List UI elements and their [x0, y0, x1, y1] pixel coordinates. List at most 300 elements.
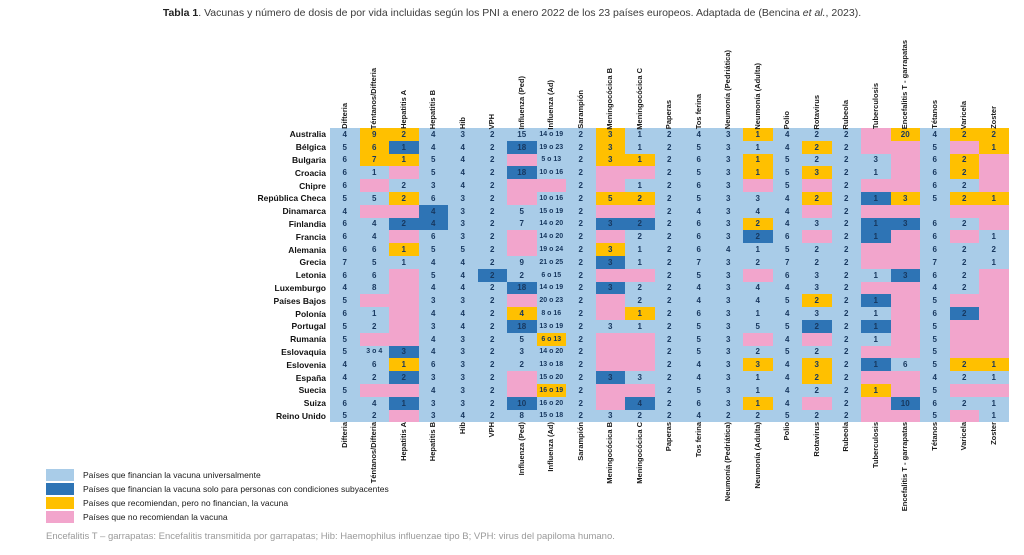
table-cell: 4	[684, 371, 714, 384]
column-header	[507, 422, 537, 475]
table-cell: 2	[655, 141, 685, 154]
legend-swatch-universal	[46, 469, 74, 481]
table-cell: 1	[743, 307, 773, 320]
table-cell	[625, 358, 655, 371]
row-label: Letonia	[295, 270, 326, 281]
table-cell: 3	[419, 179, 449, 192]
table-cell	[950, 320, 980, 333]
table-cell: 2	[566, 218, 596, 231]
column-header	[920, 100, 950, 129]
table-cell	[360, 333, 390, 346]
table-cell: 3	[714, 384, 744, 397]
table-title-etal: et al.	[802, 7, 826, 19]
table-cell	[625, 333, 655, 346]
table-cell	[389, 282, 419, 295]
table-cell	[979, 179, 1009, 192]
table-cell: 4	[920, 371, 950, 384]
table-cell: 2	[832, 256, 862, 269]
legend-item-universal	[46, 468, 389, 481]
table-cell	[389, 294, 419, 307]
table-cell: 4	[330, 358, 360, 371]
column-header	[743, 63, 773, 130]
table-cell	[389, 320, 419, 333]
column-header	[832, 422, 862, 452]
table-cell	[891, 282, 921, 295]
table-cell: 1	[389, 256, 419, 269]
table-cell: 2	[655, 358, 685, 371]
table-cell: 10 o 16	[537, 192, 567, 205]
column-header	[684, 94, 714, 129]
table-cell: 4	[448, 269, 478, 282]
table-cell: 5	[920, 192, 950, 205]
table-cell: 2	[566, 179, 596, 192]
table-cell: 2	[802, 320, 832, 333]
column-header	[478, 114, 508, 129]
table-cell: 3	[448, 384, 478, 397]
table-cell: 2	[566, 141, 596, 154]
table-cell	[389, 307, 419, 320]
table-cell: 2	[566, 358, 596, 371]
table-cell: 2	[802, 346, 832, 359]
table-cell: 1	[360, 166, 390, 179]
table-cell: 15 o 19	[537, 205, 567, 218]
column-header	[773, 111, 803, 129]
table-cell: 3	[596, 256, 626, 269]
column-header-label: Sarampión	[575, 422, 585, 462]
table-cell: 4	[360, 218, 390, 231]
table-cell: 2	[832, 179, 862, 192]
table-cell: 5	[920, 410, 950, 423]
table-cell: 2	[478, 179, 508, 192]
table-cell: 4	[743, 282, 773, 295]
table-cell: 5	[330, 384, 360, 397]
row-label: Croacia	[294, 167, 326, 178]
table-cell: 2	[478, 307, 508, 320]
table-cell	[950, 294, 980, 307]
table-cell: 5	[773, 154, 803, 167]
legend-item-conditions	[46, 482, 389, 495]
table-cell: 3	[714, 358, 744, 371]
table-cell: 3	[448, 294, 478, 307]
table-cell	[979, 154, 1009, 167]
table-cell	[861, 397, 891, 410]
table-cell	[389, 384, 419, 397]
table-cell: 2	[655, 346, 685, 359]
column-header	[832, 100, 862, 130]
table-cell: 1	[625, 256, 655, 269]
column-header-label: Polio	[782, 110, 792, 130]
table-cell	[537, 179, 567, 192]
table-cell: 1	[625, 128, 655, 141]
table-cell: 3	[802, 218, 832, 231]
table-cell: 2	[802, 128, 832, 141]
table-cell: 2	[625, 218, 655, 231]
table-cell: 2	[832, 218, 862, 231]
table-cell: 5 o 13	[537, 154, 567, 167]
table-cell: 4	[419, 384, 449, 397]
table-cell: 4	[773, 282, 803, 295]
table-cell: 6	[920, 179, 950, 192]
table-cell	[507, 294, 537, 307]
table-cell: 4	[419, 346, 449, 359]
table-cell	[861, 256, 891, 269]
column-header-label: Influenza (Ped)	[516, 75, 526, 130]
table-cell: 5	[920, 141, 950, 154]
table-cell: 6	[891, 358, 921, 371]
table-cell	[920, 205, 950, 218]
bottom-column-headers	[330, 422, 1009, 518]
table-cell: 1	[625, 154, 655, 167]
column-header	[861, 422, 891, 468]
table-cell: 1	[389, 141, 419, 154]
table-cell: 2	[655, 243, 685, 256]
table-cell: 5	[920, 320, 950, 333]
column-header-label: Neumonía (Pedriática)	[723, 422, 733, 502]
table-cell: 5	[743, 320, 773, 333]
column-header-label: VPH	[487, 422, 497, 438]
table-cell	[802, 179, 832, 192]
table-cell: 1	[625, 243, 655, 256]
column-header-label: Polio	[782, 422, 792, 441]
table-cell: 3	[714, 282, 744, 295]
table-cell: 4	[448, 166, 478, 179]
table-cell: 4	[507, 307, 537, 320]
column-header-label: Difteria	[339, 103, 349, 130]
column-header-label: Meningocócica B	[605, 422, 615, 485]
table-cell: 2	[832, 307, 862, 320]
table-cell	[596, 230, 626, 243]
table-title-number: Tabla 1	[162, 7, 199, 19]
row-label: Francia	[295, 231, 326, 242]
column-header-label: Neumonía (Adulta)	[752, 422, 762, 489]
row-label: Rumanía	[290, 334, 326, 345]
table-cell: 2	[566, 320, 596, 333]
table-cell: 6	[330, 230, 360, 243]
column-header	[596, 68, 626, 130]
row-label: Eslovenia	[286, 359, 326, 370]
table-cell: 2	[950, 358, 980, 371]
table-cell: 2	[655, 154, 685, 167]
table-cell: 4	[773, 141, 803, 154]
table-cell: 1	[861, 294, 891, 307]
table-cell: 18	[507, 282, 537, 295]
table-cell: 2	[478, 282, 508, 295]
table-cell: 2	[566, 333, 596, 346]
table-cell: 5	[684, 333, 714, 346]
table-cell: 3	[625, 371, 655, 384]
table-cell: 4	[330, 371, 360, 384]
column-header	[950, 422, 980, 450]
table-cell: 3	[419, 320, 449, 333]
table-cell: 3	[596, 410, 626, 423]
table-cell: 6	[330, 179, 360, 192]
table-cell: 2	[566, 294, 596, 307]
table-cell	[389, 166, 419, 179]
table-cell: 2	[655, 218, 685, 231]
table-cell: 2	[655, 256, 685, 269]
table-cell	[891, 346, 921, 359]
table-cell	[389, 205, 419, 218]
table-cell: 4	[330, 282, 360, 295]
row-label: Grecia	[299, 257, 326, 268]
table-cell: 4	[773, 384, 803, 397]
table-cell: 2	[655, 269, 685, 282]
row-label: Chipre	[299, 180, 326, 191]
table-cell: 2	[478, 333, 508, 346]
table-cell: 3	[802, 307, 832, 320]
table-cell: 4	[419, 307, 449, 320]
column-header-label: Meningocócica C	[634, 67, 644, 130]
table-cell	[861, 410, 891, 423]
row-label: España	[295, 372, 326, 383]
table-cell	[891, 205, 921, 218]
table-cell: 2	[832, 397, 862, 410]
table-cell: 2	[566, 346, 596, 359]
table-cell: 6	[920, 154, 950, 167]
column-header-label: Rubeola	[841, 422, 851, 452]
column-header	[566, 90, 596, 129]
legend-label: Países que financian la vacuna universalmente	[83, 469, 261, 480]
table-cell: 3	[714, 218, 744, 231]
table-cell: 2	[802, 243, 832, 256]
table-cell: 3	[714, 179, 744, 192]
table-cell: 3	[596, 154, 626, 167]
table-cell: 2	[566, 192, 596, 205]
table-cell: 1	[979, 358, 1009, 371]
table-cell: 3	[596, 128, 626, 141]
column-header	[507, 76, 537, 129]
table-cell: 2	[802, 384, 832, 397]
table-cell	[596, 346, 626, 359]
table-cell: 4	[684, 358, 714, 371]
column-header-label: Influenza (Ad)	[546, 422, 556, 472]
table-cell: 21 o 25	[537, 256, 567, 269]
table-title	[0, 7, 1024, 19]
table-cell: 5	[360, 256, 390, 269]
table-cell	[389, 230, 419, 243]
table-cell: 4	[773, 218, 803, 231]
table-cell: 2	[950, 166, 980, 179]
table-cell: 19 o 24	[537, 243, 567, 256]
table-cell: 3	[448, 358, 478, 371]
table-cell	[950, 384, 980, 397]
table-cell: 5	[684, 166, 714, 179]
table-cell: 2	[979, 243, 1009, 256]
table-cell: 19 o 23	[537, 141, 567, 154]
table-cell: 9	[507, 256, 537, 269]
table-cell: 2	[714, 410, 744, 423]
table-cell: 13 o 19	[537, 320, 567, 333]
table-cell: 5	[330, 192, 360, 205]
color-legend	[46, 468, 389, 523]
table-cell: 2	[625, 294, 655, 307]
column-header	[920, 422, 950, 451]
table-cell: 2	[832, 166, 862, 179]
table-cell: 8	[360, 282, 390, 295]
table-cell: 2	[478, 192, 508, 205]
column-header	[625, 68, 655, 130]
column-header-label: VPH	[487, 113, 497, 130]
table-cell: 1	[979, 256, 1009, 269]
table-cell: 2	[655, 410, 685, 423]
table-cell: 10	[891, 397, 921, 410]
table-cell: 2	[360, 371, 390, 384]
table-cell: 2	[832, 371, 862, 384]
table-cell: 2	[950, 243, 980, 256]
table-cell: 6	[330, 166, 360, 179]
table-cell: 3	[419, 294, 449, 307]
table-cell	[979, 384, 1009, 397]
table-cell: 14 o 20	[537, 346, 567, 359]
table-cell: 4	[684, 294, 714, 307]
column-header	[714, 422, 744, 501]
table-cell	[507, 192, 537, 205]
table-cell: 1	[625, 307, 655, 320]
table-cell: 2	[832, 358, 862, 371]
table-cell	[891, 333, 921, 346]
table-cell	[507, 371, 537, 384]
table-cell: 6	[330, 218, 360, 231]
table-cell: 20 o 23	[537, 294, 567, 307]
table-cell: 6	[360, 243, 390, 256]
row-label: Suecia	[298, 385, 326, 396]
table-cell: 20	[891, 128, 921, 141]
table-cell: 2	[655, 205, 685, 218]
table-cell	[891, 230, 921, 243]
table-cell	[979, 294, 1009, 307]
table-cell	[507, 179, 537, 192]
table-cell	[507, 230, 537, 243]
table-cell	[596, 166, 626, 179]
table-cell: 2	[478, 154, 508, 167]
table-cell: 4	[448, 154, 478, 167]
table-cell: 3	[714, 256, 744, 269]
table-cell: 5	[773, 294, 803, 307]
column-header	[655, 422, 685, 451]
legend-swatch-not-recommended	[46, 511, 74, 523]
table-cell	[802, 333, 832, 346]
column-header-label: Neumonía (Adulta)	[752, 62, 762, 130]
table-cell: 6	[684, 307, 714, 320]
table-cell	[743, 333, 773, 346]
legend-swatch-conditions	[46, 483, 74, 495]
table-cell: 2	[802, 154, 832, 167]
table-cell: 3	[802, 282, 832, 295]
table-cell: 3	[714, 371, 744, 384]
table-cell: 4	[419, 256, 449, 269]
table-cell: 5	[507, 205, 537, 218]
row-label: República Checa	[257, 193, 326, 204]
table-cell: 4	[448, 320, 478, 333]
table-cell: 3	[448, 192, 478, 205]
table-cell: 14 o 20	[537, 218, 567, 231]
table-cell: 6	[684, 230, 714, 243]
table-cell: 5	[773, 243, 803, 256]
table-cell: 1	[861, 307, 891, 320]
table-cell	[625, 269, 655, 282]
column-header	[979, 422, 1009, 445]
table-cell: 3	[596, 371, 626, 384]
column-header	[950, 101, 980, 129]
table-cell: 2	[655, 179, 685, 192]
table-cell: 3	[448, 218, 478, 231]
table-cell	[596, 269, 626, 282]
table-cell: 5	[684, 269, 714, 282]
table-cell: 5	[507, 333, 537, 346]
table-cell	[950, 205, 980, 218]
table-cell: 2	[478, 141, 508, 154]
table-cell: 3	[448, 128, 478, 141]
table-cell: 2	[802, 410, 832, 423]
table-cell: 2	[743, 230, 773, 243]
table-cell: 2	[507, 269, 537, 282]
column-header	[419, 90, 449, 129]
table-cell: 7	[684, 256, 714, 269]
table-cell: 6	[419, 192, 449, 205]
table-cell: 2	[950, 179, 980, 192]
vaccine-table	[185, 40, 1009, 518]
table-cell: 3	[419, 397, 449, 410]
table-cell: 3	[596, 320, 626, 333]
table-cell: 18	[507, 166, 537, 179]
table-cell: 2	[389, 128, 419, 141]
table-cell: 5	[920, 384, 950, 397]
table-cell: 5	[773, 346, 803, 359]
table-cell: 4	[684, 282, 714, 295]
table-cell: 2	[566, 397, 596, 410]
column-header	[537, 422, 567, 472]
table-cell: 2	[832, 282, 862, 295]
table-cell: 4	[330, 128, 360, 141]
table-cell: 5	[330, 294, 360, 307]
table-cell: 5	[419, 154, 449, 167]
table-cell: 9	[360, 128, 390, 141]
row-label: Alemania	[288, 244, 326, 255]
column-header	[714, 50, 744, 129]
column-header-label: Hepatitis B	[428, 422, 438, 462]
table-cell: 6	[920, 166, 950, 179]
table-cell: 2	[478, 230, 508, 243]
table-cell: 1	[743, 243, 773, 256]
table-cell: 3	[596, 243, 626, 256]
table-cell: 2	[832, 141, 862, 154]
table-cell: 3	[861, 154, 891, 167]
table-cell: 4	[360, 397, 390, 410]
row-label: Bélgica	[295, 142, 326, 153]
table-cell: 2	[802, 141, 832, 154]
table-cell: 6	[773, 230, 803, 243]
table-cell: 6	[360, 141, 390, 154]
column-header-label: Influenza (Ped)	[516, 422, 526, 476]
table-cell: 4	[743, 205, 773, 218]
table-cell: 2	[979, 128, 1009, 141]
table-cell: 2	[478, 346, 508, 359]
column-header	[537, 80, 567, 130]
table-cell: 6	[920, 397, 950, 410]
table-cell: 4	[684, 128, 714, 141]
column-header-label: Zoster	[988, 106, 998, 130]
table-cell: 2	[832, 384, 862, 397]
table-cell: 6	[684, 179, 714, 192]
table-cell: 3	[419, 371, 449, 384]
table-cell: 4	[448, 141, 478, 154]
table-cell	[950, 230, 980, 243]
table-cell: 4	[773, 371, 803, 384]
table-cell	[360, 205, 390, 218]
table-cell	[596, 358, 626, 371]
table-cell: 4	[684, 205, 714, 218]
table-cell	[596, 205, 626, 218]
